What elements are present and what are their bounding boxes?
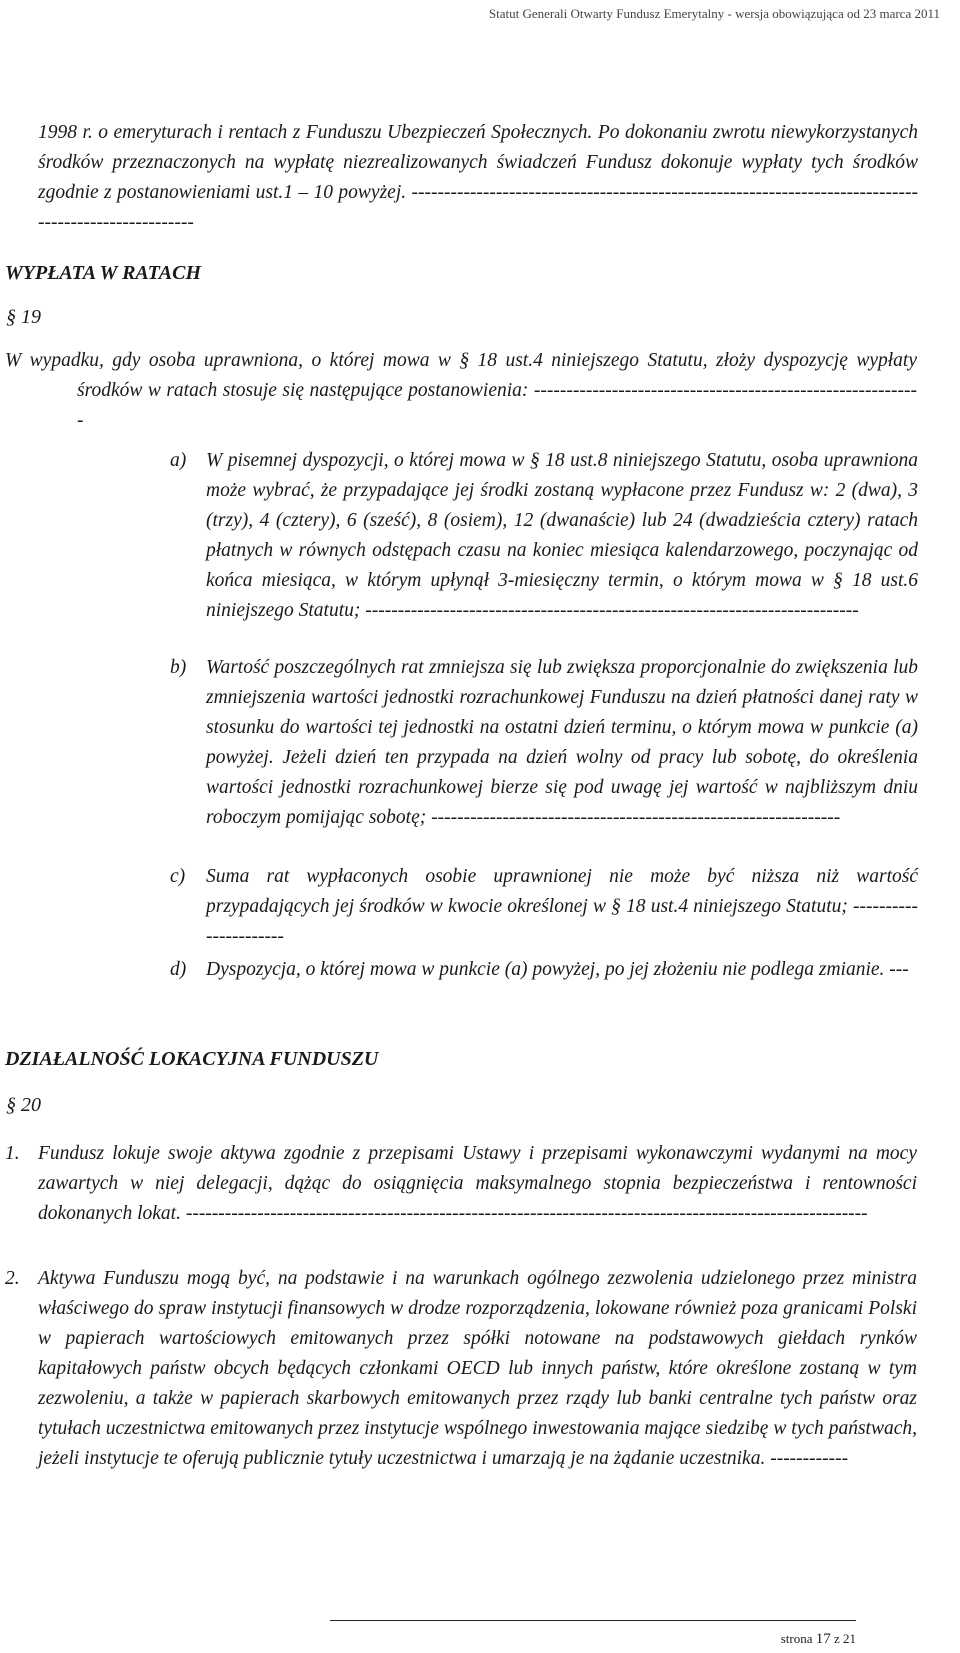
list-marker: 2. xyxy=(5,1268,20,1289)
page-prefix: strona xyxy=(780,1631,813,1646)
list-marker: a) xyxy=(170,450,187,471)
list-item-b xyxy=(170,653,918,833)
section-heading-investment: DZIAŁALNOŚĆ LOKACYJNA FUNDUSZU xyxy=(5,1048,379,1070)
list-item-text: W pisemnej dyspozycji, o której mowa w § 18 ust.8 niniejszego Statutu, osoba uprawniona może wybrać, że przypadające jej środki zostaną wypłacone przez Fundusz w: 2 (dwa), 3 (trzy), 4 (cztery), 6 (sześć), 8 (osiem), 12 (dwanaście) lub 24 (dwadzieścia cztery) ratach płatnych w równych odstępach czasu na koniec miesiąca kalendarzowego, poczynając od końca miesiąca, w którym upłynął 3-miesięczny termin, o którym mowa w § 18 ust.6 niniejszego Statutu; ---------------------------------------------------------------------------- xyxy=(206,450,918,621)
list-item-d xyxy=(170,955,918,985)
list-item-text: Dyspozycja, o której mowa w punkcie (a) powyżej, po jej złożeniu nie podlega zmianie. --- xyxy=(206,959,909,980)
numbered-item-text: Aktywa Funduszu mogą być, na podstawie i na warunkach ogólnego zezwolenia udzielonego przez ministra właściwego do spraw instytucji finansowych w drodze rozporządzenia, lokowane również poza granicami Polski w papierach wartościowych emitowanych przez spółki notowane na podstawowych giełdach rynków kapitałowych państw obcych będących członkami OECD lub innych państw, które określone zostaną w tym zezwoleniu, a także w papierach skarbowych emitowanych przez rządy lub banki centralne tych państw oraz tytułach uczestnictwa emitowanych przez instytucje wspólnego inwestowania mające siedzibę w tych państwach, jeżeli instytucje te oferują publicznie tytuły uczestnictwa i umarzają je na żądanie uczestnika. ------------ xyxy=(38,1268,917,1469)
page-current: 17 xyxy=(815,1631,831,1647)
installments-intro: W wypadku, gdy osoba uprawniona, o której mowa w § 18 ust.4 niniejszego Statutu, złoży dyspozycję wypłaty środków w ratach stosuje się następujące postanowienia: ------------------------------------------------------------ xyxy=(5,350,917,431)
list-marker: 1. xyxy=(5,1143,20,1164)
running-header: Statut Generali Otwarty Fundusz Emerytalny - wersja obowiązująca od 23 marca 2011 xyxy=(488,6,940,21)
section-heading-installments: WYPŁATA W RATACH xyxy=(5,262,202,284)
lead-paragraph: 1998 r. o emeryturach i rentach z Funduszu Ubezpieczeń Społecznych. Po dokonaniu zwrotu niewykorzystanych środków przeznaczonych na wypłatę niezrealizowanych świadczeń Fundusz dokonuje wypłaty tych środków zgodnie z postanowieniami ust.1 – 10 powyżej. ------------------------------------------------------------------------------------------------------ xyxy=(38,122,918,233)
list-marker: b) xyxy=(170,657,187,678)
list-item-c xyxy=(170,862,918,952)
numbered-item-text: Fundusz lokuje swoje aktywa zgodnie z przepisami Ustawy i przepisami wykonawczymi wydanymi na mocy zawartych w niej delegacji, dążąc do osiągnięcia maksymalnego stopnia bezpieczeństwa i rentowności dokonanych lokat. --------------------------------------------------------------------------------------------------------- xyxy=(38,1143,917,1224)
page-total: z 21 xyxy=(833,1631,856,1646)
list-marker: d) xyxy=(170,959,187,980)
list-marker: c) xyxy=(170,866,186,887)
paragraph-mark-20: § 20 xyxy=(6,1094,41,1116)
page-number xyxy=(781,1631,856,1648)
footer-divider xyxy=(330,1620,856,1621)
list-item-a xyxy=(170,446,918,626)
list-item-text: Wartość poszczególnych rat zmniejsza się lub zwiększa proporcjonalnie do zwiększenia lub zmniejszenia wartości jednostki rozrachunkowej Funduszu na dzień płatności danej raty w stosunku do wartości tej jednostki na ostatni dzień terminu, o którym mowa w punkcie (a) powyżej. Jeżeli dzień ten przypada na dzień wolny od pracy lub sobotę, do określenia wartości jednostki rozrachunkowej bierze się pod uwagę jej wartość w najbliższym dniu roboczym pomijając sobotę; --------------------------------------------------------------- xyxy=(206,657,918,828)
numbered-item-1 xyxy=(5,1139,917,1229)
paragraph-mark-19: § 19 xyxy=(6,306,41,328)
list-item-text: Suma rat wypłaconych osobie uprawnionej nie może być niższa niż wartość przypadających jej środków w kwocie określonej w § 18 ust.4 niniejszego Statutu; ---------------------- xyxy=(206,866,918,947)
numbered-item-2 xyxy=(5,1264,917,1474)
